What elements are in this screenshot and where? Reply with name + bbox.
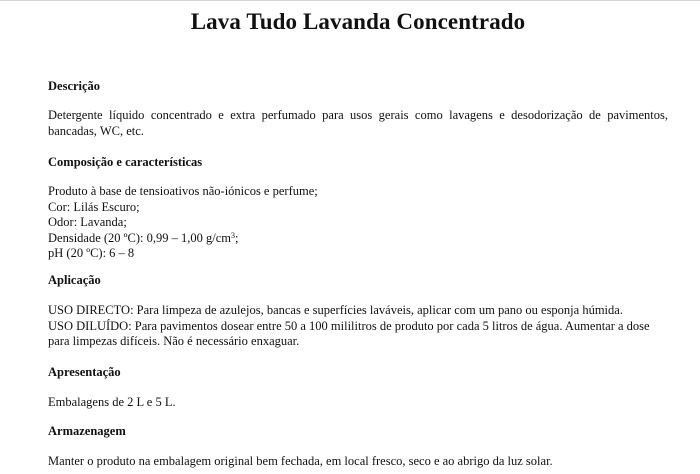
section-text-aplicacao [48, 303, 668, 350]
composition-line-ph: pH (20 ºC): 6 – 8 [48, 246, 135, 261]
composition-line-density [48, 231, 668, 247]
composition-line-color: Cor: Lilás Escuro; [48, 199, 140, 214]
composition-line-odor: Odor: Lavanda; [48, 215, 127, 230]
section-text-apresentacao: Embalagens de 2 L e 5 L. [48, 395, 176, 409]
section-list-composicao [48, 184, 668, 262]
density-suffix: ; [235, 230, 239, 245]
section-heading-composicao: Composição e características [48, 155, 203, 169]
top-divider [0, 0, 700, 1]
application-diluted: USO DILUÍDO: Para pavimentos dosear entre 50 a 100 mililitros de produto por cada 5 litros de água. Aumentar a dose para limpezas difíceis. Não é necessário enxaguar. [48, 318, 650, 349]
section-heading-apresentacao: Apresentação [48, 365, 121, 379]
application-direct: USO DIRECTO: Para limpeza de azulejos, bancas e superfícies laváveis, aplicar com um pano ou esponja húmida. [48, 303, 623, 317]
composition-line-base: Produto à base de tensioativos não-iónicos e perfume; [48, 184, 318, 198]
density-superscript: 3 [231, 230, 236, 240]
section-text-armazenagem: Manter o produto na embalagem original bem fechada, em local fresco, seco e ao abrigo da luz solar. [48, 454, 553, 468]
section-text-descricao: Detergente líquido concentrado e extra perfumado para usos gerais como lavagens e desodorização de pavimentos, bancadas, WC, etc. [48, 108, 668, 138]
section-heading-aplicacao: Aplicação [48, 273, 101, 287]
page-title: Lava Tudo Lavanda Concentrado [190, 9, 526, 34]
section-heading-descricao: Descrição [48, 79, 101, 93]
section-heading-armazenagem: Armazenagem [48, 424, 126, 438]
density-text: Densidade (20 ºC): 0,99 – 1,00 g/cm [48, 230, 232, 245]
